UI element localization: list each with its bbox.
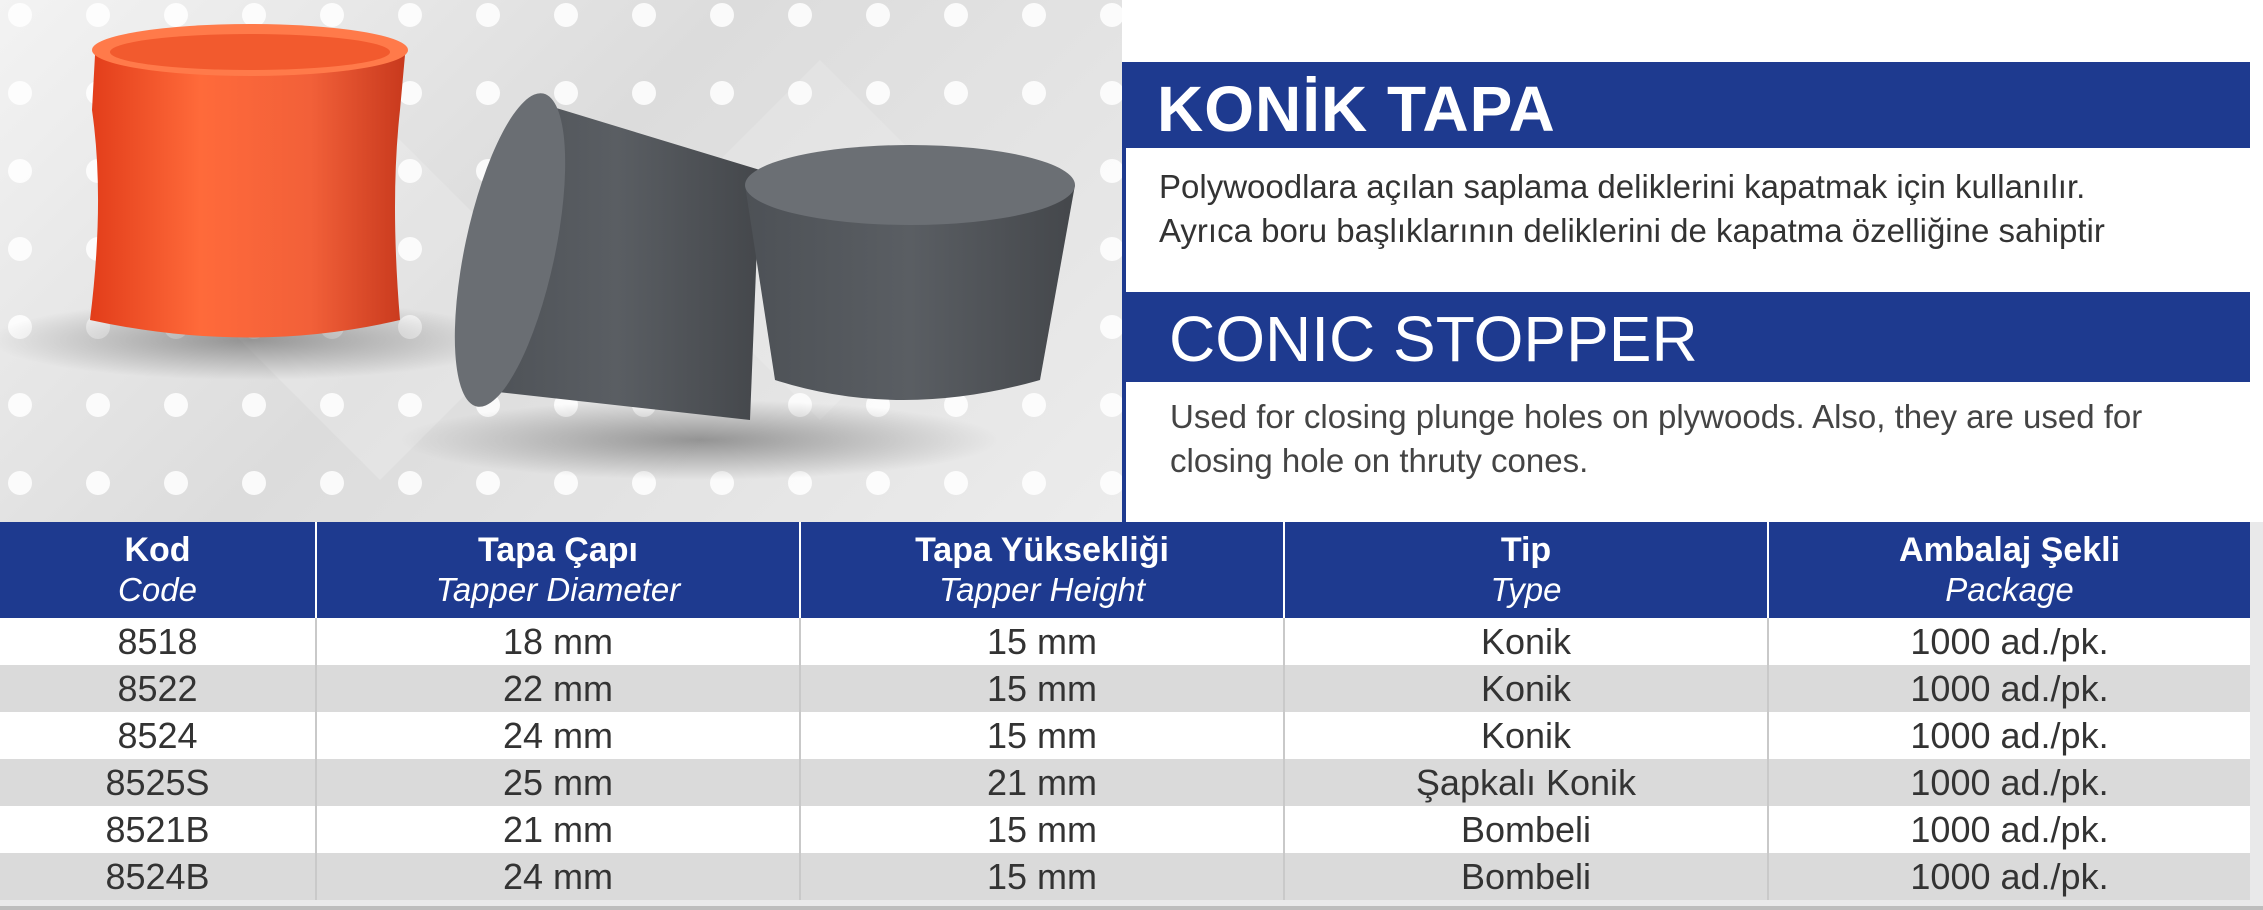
background-dot — [476, 81, 500, 105]
background-dot — [1022, 81, 1046, 105]
background-dot — [86, 471, 110, 495]
background-dot — [242, 471, 266, 495]
background-dot — [86, 3, 110, 27]
table-row — [0, 712, 2250, 759]
background-dot — [8, 471, 32, 495]
background-dot — [866, 3, 890, 27]
background-dot — [1100, 393, 1124, 417]
cell-package: 1000 ad./pk. — [1768, 806, 2250, 853]
header-diameter: Tapa Çapı Tapper Diameter — [316, 522, 800, 618]
cell-height: 15 mm — [800, 665, 1284, 712]
cell-type: Konik — [1284, 618, 1768, 665]
background-dot — [1022, 471, 1046, 495]
title-en: CONIC STOPPER — [1169, 303, 1698, 375]
background-dot — [164, 471, 188, 495]
background-dot — [242, 3, 266, 27]
cell-diameter: 24 mm — [316, 853, 800, 900]
gray-stopper-right — [745, 145, 1075, 400]
background-dot — [398, 3, 422, 27]
cell-package: 1000 ad./pk. — [1768, 712, 2250, 759]
background-dot — [944, 81, 968, 105]
background-dot — [788, 3, 812, 27]
table-header-row — [0, 522, 2250, 618]
header-type: Tip Type — [1284, 522, 1768, 618]
header-code: Kod Code — [0, 522, 316, 618]
product-illustration — [0, 0, 1125, 522]
cell-height: 15 mm — [800, 712, 1284, 759]
background-dot — [320, 3, 344, 27]
background-dot — [8, 393, 32, 417]
cell-package: 1000 ad./pk. — [1768, 665, 2250, 712]
cell-code: 8518 — [0, 618, 316, 665]
background-dot — [164, 393, 188, 417]
cell-height: 15 mm — [800, 618, 1284, 665]
cell-type: Şapkalı Konik — [1284, 759, 1768, 806]
background-dot — [710, 81, 734, 105]
background-dot — [398, 471, 422, 495]
cell-type: Bombeli — [1284, 806, 1768, 853]
description-en-line2: closing hole on thruty cones. — [1170, 442, 1589, 479]
cell-diameter: 22 mm — [316, 665, 800, 712]
title-bar-en — [1125, 292, 2250, 382]
background-dot — [1022, 3, 1046, 27]
cell-height: 15 mm — [800, 806, 1284, 853]
background-dot — [164, 3, 188, 27]
cell-package: 1000 ad./pk. — [1768, 759, 2250, 806]
background-dot — [242, 393, 266, 417]
background-dot — [944, 471, 968, 495]
background-dot — [320, 471, 344, 495]
table-row — [0, 618, 2250, 665]
orange-stopper — [90, 24, 408, 338]
cell-code: 8524 — [0, 712, 316, 759]
cell-type: Bombeli — [1284, 853, 1768, 900]
table-row — [0, 759, 2250, 806]
cell-diameter: 24 mm — [316, 712, 800, 759]
cell-height: 21 mm — [800, 759, 1284, 806]
product-photo — [0, 0, 1125, 522]
cell-diameter: 18 mm — [316, 618, 800, 665]
background-dot — [1022, 393, 1046, 417]
cell-code: 8521B — [0, 806, 316, 853]
background-dot — [8, 81, 32, 105]
cell-diameter: 25 mm — [316, 759, 800, 806]
background-dot — [632, 81, 656, 105]
cell-type: Konik — [1284, 712, 1768, 759]
background-dot — [710, 3, 734, 27]
description-tr-line2: Ayrıca boru başlıklarının deliklerini de kapatma özelliğine sahiptir — [1159, 212, 2105, 249]
table-row — [0, 665, 2250, 712]
description-tr-line1: Polywoodlara açılan saplama deliklerini kapatmak için kullanılır. — [1159, 168, 2086, 205]
background-dot — [1100, 237, 1124, 261]
cell-package: 1000 ad./pk. — [1768, 853, 2250, 900]
table-row — [0, 853, 2250, 900]
title-bar-tr — [1125, 62, 2250, 148]
background-dot — [1100, 81, 1124, 105]
background-dot — [554, 3, 578, 27]
bottom-border — [0, 906, 2263, 910]
cell-height: 15 mm — [800, 853, 1284, 900]
background-dot — [476, 471, 500, 495]
cell-code: 8522 — [0, 665, 316, 712]
title-tr: KONİK TAPA — [1157, 73, 1556, 145]
background-dot — [476, 3, 500, 27]
table-row — [0, 806, 2250, 853]
cell-package: 1000 ad./pk. — [1768, 618, 2250, 665]
background-dot — [8, 159, 32, 183]
header-package: Ambalaj Şekli Package — [1768, 522, 2250, 618]
background-dot — [1100, 471, 1124, 495]
description-en-line1: Used for closing plunge holes on plywoods. Also, they are used for — [1170, 398, 2143, 435]
background-dot — [1100, 3, 1124, 27]
description-tr — [1159, 165, 2249, 253]
background-dot — [632, 3, 656, 27]
cell-code: 8525S — [0, 759, 316, 806]
background-dot — [866, 81, 890, 105]
background-dot — [8, 237, 32, 261]
background-dot — [8, 3, 32, 27]
background-dot — [1100, 159, 1124, 183]
gray-stopper-left — [433, 84, 760, 420]
background-dot — [554, 81, 578, 105]
product-table — [0, 522, 2250, 900]
cell-diameter: 21 mm — [316, 806, 800, 853]
background-dot — [86, 393, 110, 417]
cell-type: Konik — [1284, 665, 1768, 712]
cell-code: 8524B — [0, 853, 316, 900]
header-height: Tapa Yüksekliği Tapper Height — [800, 522, 1284, 618]
background-dot — [944, 3, 968, 27]
description-en — [1170, 395, 2250, 483]
background-dot — [866, 471, 890, 495]
background-dot — [1100, 315, 1124, 339]
